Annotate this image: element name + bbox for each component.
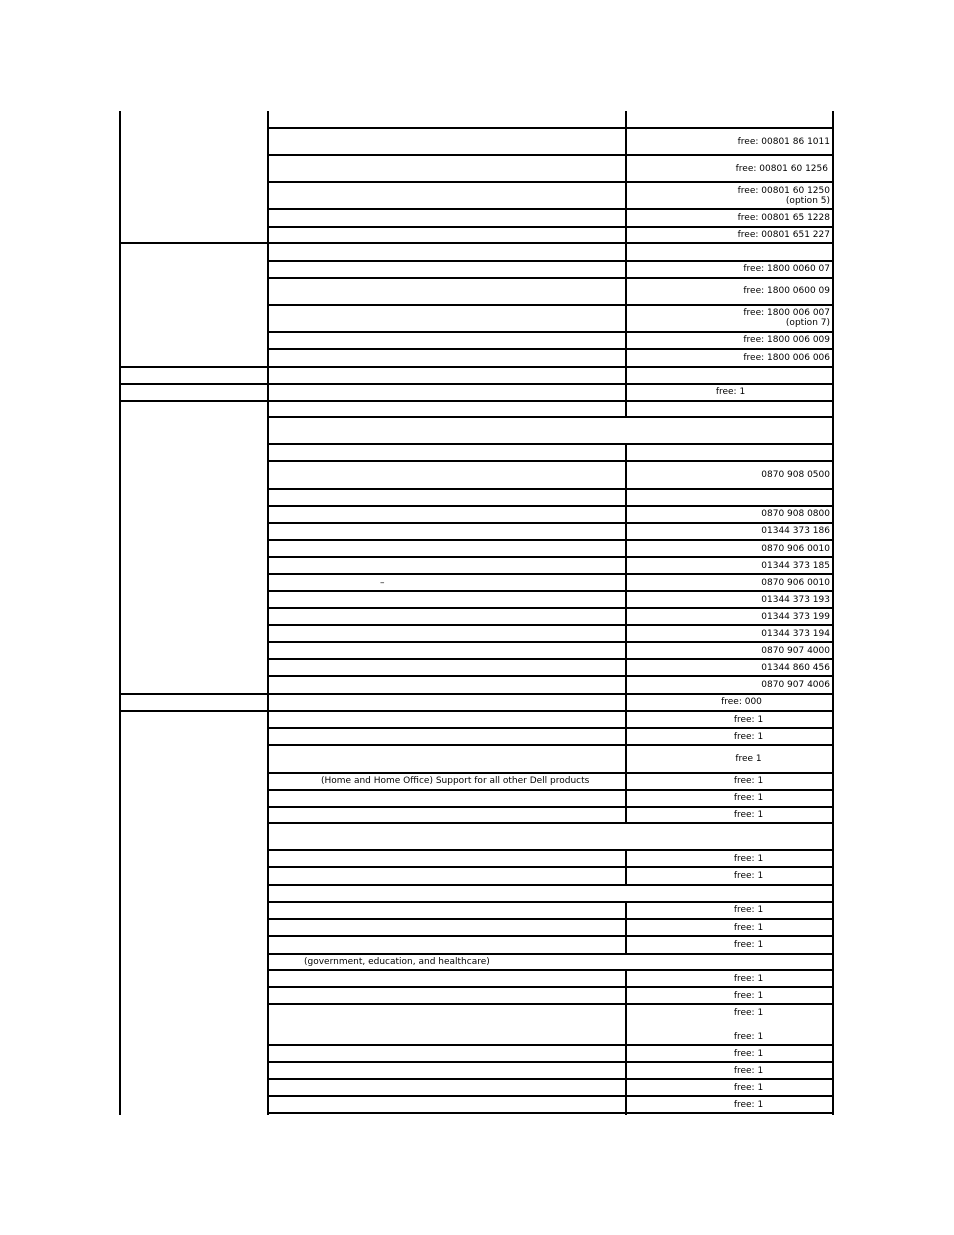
phone-number: 0870 908 0500: [761, 470, 830, 480]
phone-number: free: 1: [715, 387, 746, 397]
grid-horizontal-line: [267, 1095, 834, 1097]
grid-horizontal-line: [267, 789, 834, 791]
phone-number: 01344 373 193: [761, 595, 830, 605]
phone-number: free: 00801 60 1250: [737, 186, 830, 196]
phone-number: free: 000: [721, 697, 762, 707]
grid-horizontal-line: [267, 935, 834, 937]
grid-horizontal-line: [267, 208, 834, 210]
grid-vertical-line: [625, 901, 627, 953]
dash-text: –: [380, 578, 385, 588]
phone-number: free 1: [735, 754, 762, 764]
grid-horizontal-line: [267, 488, 834, 490]
phone-number: free: 1: [733, 715, 764, 725]
grid-horizontal-line: [267, 304, 834, 306]
phone-number: 01344 373 194: [761, 629, 830, 639]
grid-horizontal-line: [267, 1044, 834, 1046]
grid-horizontal-line: [267, 624, 834, 626]
grid-horizontal-line: [119, 383, 834, 385]
grid-horizontal-line: [119, 242, 834, 244]
phone-number: 0870 907 4000: [761, 646, 830, 656]
phone-number: free: 1: [733, 871, 764, 881]
phone-number: free: 1: [733, 1008, 764, 1018]
grid-horizontal-line: [267, 1003, 834, 1005]
grid-horizontal-line: [267, 1061, 834, 1063]
grid-horizontal-line: [267, 866, 834, 868]
support-description: (Home and Home Office) Support for all other Dell products: [321, 776, 590, 786]
grid-horizontal-line: [267, 658, 834, 660]
phone-number: free: 1: [733, 732, 764, 742]
phone-number: free: 1: [733, 1049, 764, 1059]
grid-vertical-line: [625, 443, 627, 822]
phone-number: free: 1800 006 009: [743, 335, 830, 345]
grid-horizontal-line: [267, 953, 834, 955]
phone-number: 0870 907 4006: [761, 680, 830, 690]
grid-horizontal-line: [267, 226, 834, 228]
phone-number: free: 1: [733, 854, 764, 864]
grid-vertical-line: [119, 111, 121, 1115]
grid-horizontal-line: [267, 416, 834, 418]
grid-horizontal-line: [267, 744, 834, 746]
grid-horizontal-line: [267, 1112, 834, 1114]
grid-horizontal-line: [267, 884, 834, 886]
phone-option-note: (option 5): [785, 196, 830, 206]
phone-number: free: 1: [733, 1083, 764, 1093]
phone-number: free: 1: [733, 923, 764, 933]
phone-number: free: 00801 86 1011: [737, 137, 830, 147]
grid-horizontal-line: [267, 539, 834, 541]
phone-number: free: 1: [733, 793, 764, 803]
phone-number: 01344 373 186: [761, 526, 830, 536]
grid-horizontal-line: [267, 969, 834, 971]
phone-number: free: 1: [733, 905, 764, 915]
phone-number: 01344 373 199: [761, 612, 830, 622]
grid-horizontal-line: [267, 556, 834, 558]
phone-number: free: 00801 65 1228: [737, 213, 830, 223]
phone-number: free: 1: [733, 810, 764, 820]
phone-number: free: 1: [733, 940, 764, 950]
grid-horizontal-line: [267, 590, 834, 592]
phone-number: free: 1: [733, 776, 764, 786]
phone-number: free: 00801 651 227: [737, 230, 830, 240]
grid-horizontal-line: [267, 460, 834, 462]
grid-horizontal-line: [267, 260, 834, 262]
grid-horizontal-line: [267, 986, 834, 988]
grid-horizontal-line: [267, 727, 834, 729]
phone-number: free: 1: [733, 974, 764, 984]
grid-vertical-line: [625, 111, 627, 416]
phone-number: free: 00801 60 1256: [735, 164, 828, 174]
grid-horizontal-line: [267, 675, 834, 677]
phone-number: 0870 908 0800: [761, 509, 830, 519]
phone-option-note: (option 7): [785, 318, 830, 328]
grid-horizontal-line: [267, 154, 834, 156]
grid-horizontal-line: [267, 522, 834, 524]
grid-horizontal-line: [267, 849, 834, 851]
grid-horizontal-line: [267, 772, 834, 774]
phone-number: free: 1800 006 007: [743, 308, 830, 318]
phone-number: free: 1800 006 006: [743, 353, 830, 363]
grid-horizontal-line: [267, 348, 834, 350]
grid-horizontal-line: [267, 607, 834, 609]
phone-number: free: 1: [733, 991, 764, 1001]
phone-number: free: 1: [733, 1100, 764, 1110]
phone-number: 0870 906 0010: [761, 578, 830, 588]
grid-horizontal-line: [267, 443, 834, 445]
phone-number: free: 1: [733, 1032, 764, 1042]
grid-horizontal-line: [267, 918, 834, 920]
grid-horizontal-line: [267, 331, 834, 333]
grid-horizontal-line: [267, 505, 834, 507]
grid-horizontal-line: [119, 400, 834, 402]
grid-horizontal-line: [119, 366, 834, 368]
phone-number: 01344 860 456: [761, 663, 830, 673]
grid-horizontal-line: [267, 641, 834, 643]
phone-number: free: 1800 0600 09: [743, 286, 830, 296]
phone-number: 01344 373 185: [761, 561, 830, 571]
grid-horizontal-line: [119, 693, 834, 695]
phone-number: 0870 906 0010: [761, 544, 830, 554]
grid-horizontal-line: [267, 901, 834, 903]
grid-horizontal-line: [119, 710, 834, 712]
grid-horizontal-line: [267, 181, 834, 183]
grid-horizontal-line: [267, 822, 834, 824]
grid-horizontal-line: [267, 573, 834, 575]
grid-horizontal-line: [267, 277, 834, 279]
grid-vertical-line: [625, 969, 627, 1115]
section-description: (government, education, and healthcare): [304, 957, 490, 967]
grid-horizontal-line: [267, 1078, 834, 1080]
grid-horizontal-line: [267, 806, 834, 808]
grid-horizontal-line: [267, 127, 834, 129]
phone-number: free: 1800 0060 07: [743, 264, 830, 274]
phone-number: free: 1: [733, 1066, 764, 1076]
